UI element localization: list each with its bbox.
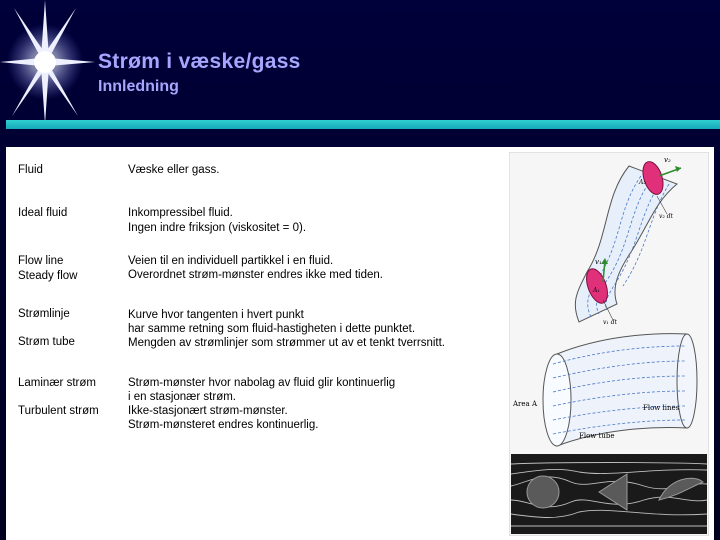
term-fluid: Fluid <box>18 164 43 176</box>
label-v2: v₂ <box>664 156 671 164</box>
label-area-a: Area A <box>513 400 537 408</box>
def-stromlinje-2: har samme retning som fluid-hastigheten i dette punktet. <box>128 323 416 335</box>
label-flow-tube: Flow tube <box>579 432 615 440</box>
label-a1: A₁ <box>593 287 600 294</box>
term-flow-line: Flow line <box>18 255 64 267</box>
def-turbulent-2: Strøm-mønsteret endres kontinuerlig. <box>128 419 319 431</box>
label-v1: v₁ <box>595 258 602 266</box>
def-turbulent-1: Ikke-stasjonært strøm-mønster. <box>128 405 288 417</box>
def-ideal-fluid-1: Inkompressibel fluid. <box>128 207 233 219</box>
flow-figures <box>509 152 709 536</box>
term-laminaer: Laminær strøm <box>18 377 96 389</box>
def-laminaer-1: Strøm-mønster hvor nabolag av fluid glir kontinuerlig <box>128 377 396 389</box>
slide-title: Strøm i væske/gass <box>98 50 301 73</box>
def-stromlinje-1: Kurve hvor tangenten i hvert punkt <box>128 309 304 321</box>
label-v1dt: v₁ dt <box>603 319 617 326</box>
label-v2dt: v₂ dt <box>659 213 673 220</box>
term-steady-flow: Steady flow <box>18 270 78 282</box>
slide-subtitle: Innledning <box>98 78 179 95</box>
def-laminaer-2: i en stasjonær strøm. <box>128 391 236 403</box>
def-steady-flow: Overordnet strøm-mønster endres ikke med tiden. <box>128 269 383 281</box>
label-flow-lines: Flow lines <box>643 404 680 412</box>
term-ideal-fluid: Ideal fluid <box>18 207 68 219</box>
content-panel <box>6 147 714 540</box>
term-turbulent: Turbulent strøm <box>18 405 99 417</box>
term-strom-tube: Strøm tube <box>18 336 75 348</box>
term-stromlinje: Strømlinje <box>18 308 70 320</box>
def-ideal-fluid-2: Ingen indre friksjon (viskositet = 0). <box>128 222 307 234</box>
accent-bar <box>6 120 720 129</box>
def-fluid: Væske eller gass. <box>128 164 220 176</box>
flow-visualization-photos <box>511 454 707 534</box>
def-strom-tube: Mengden av strømlinjer som strømmer ut av et tenkt tverrsnitt. <box>128 337 445 349</box>
label-a2: A₂ <box>639 179 646 186</box>
def-flow-line: Veien til en individuell partikkel i en fluid. <box>128 255 334 267</box>
